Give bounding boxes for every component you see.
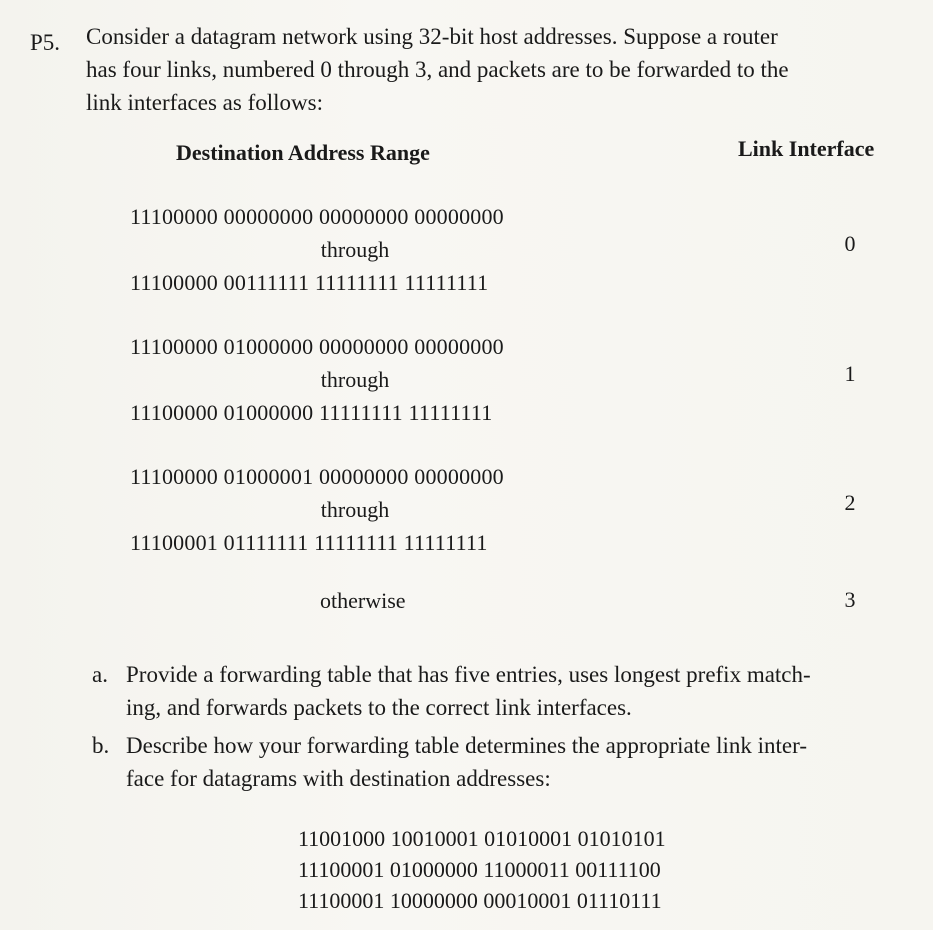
range-end-address: 11100000 01000000 11111111 11111111 [130, 400, 493, 425]
question-line: face for datagrams with destination addresses: [126, 766, 551, 791]
address-range-row [130, 200, 580, 299]
question-label: a. [92, 662, 108, 687]
intro-line: Consider a datagram network using 32-bit host addresses. Suppose a router [86, 24, 778, 49]
question-text [126, 729, 922, 795]
destination-address: 11001000 10010001 01010001 01010101 [298, 826, 666, 851]
intro-line: has four links, numbered 0 through 3, and packets are to be forwarded to the [86, 57, 789, 82]
question-line: Provide a forwarding table that has five entries, uses longest prefix match- [126, 662, 811, 687]
intro-line: link interfaces as follows: [86, 90, 323, 115]
link-interface-value: 2 [844, 490, 856, 515]
question-label: b. [92, 733, 110, 758]
link-interface-value: 0 [844, 231, 856, 256]
problem-intro [86, 20, 916, 119]
address-range-row [130, 330, 580, 429]
range-start-address: 11100000 01000001 00000000 00000000 [130, 464, 504, 489]
question-line: ing, and forwards packets to the correct link interfaces. [126, 695, 632, 720]
question-b [92, 729, 922, 795]
link-interface-value: 3 [844, 587, 856, 612]
header-destination-address-range: Destination Address Range [176, 140, 430, 165]
range-start-address: 11100000 01000000 00000000 00000000 [130, 334, 504, 359]
problem-number: P5. [30, 30, 61, 55]
through-label: through [320, 497, 390, 522]
destination-address-list [298, 823, 666, 916]
link-interface-value: 1 [844, 361, 856, 386]
question-a [92, 658, 922, 724]
question-line: Describe how your forwarding table determines the appropriate link inter- [126, 733, 807, 758]
range-end-address: 11100001 01111111 11111111 11111111 [130, 530, 488, 555]
header-link-interface: Link Interface [738, 136, 875, 161]
destination-address: 11100001 01000000 11000011 00111100 [298, 857, 661, 882]
question-text [126, 658, 922, 724]
destination-address: 11100001 10000000 00010001 01110111 [298, 888, 662, 913]
address-range-row [130, 460, 580, 559]
through-label: through [320, 367, 390, 392]
range-end-address: 11100000 00111111 11111111 11111111 [130, 270, 489, 295]
otherwise-label: otherwise [320, 588, 406, 613]
range-start-address: 11100000 00000000 00000000 00000000 [130, 204, 504, 229]
through-label: through [320, 237, 390, 262]
